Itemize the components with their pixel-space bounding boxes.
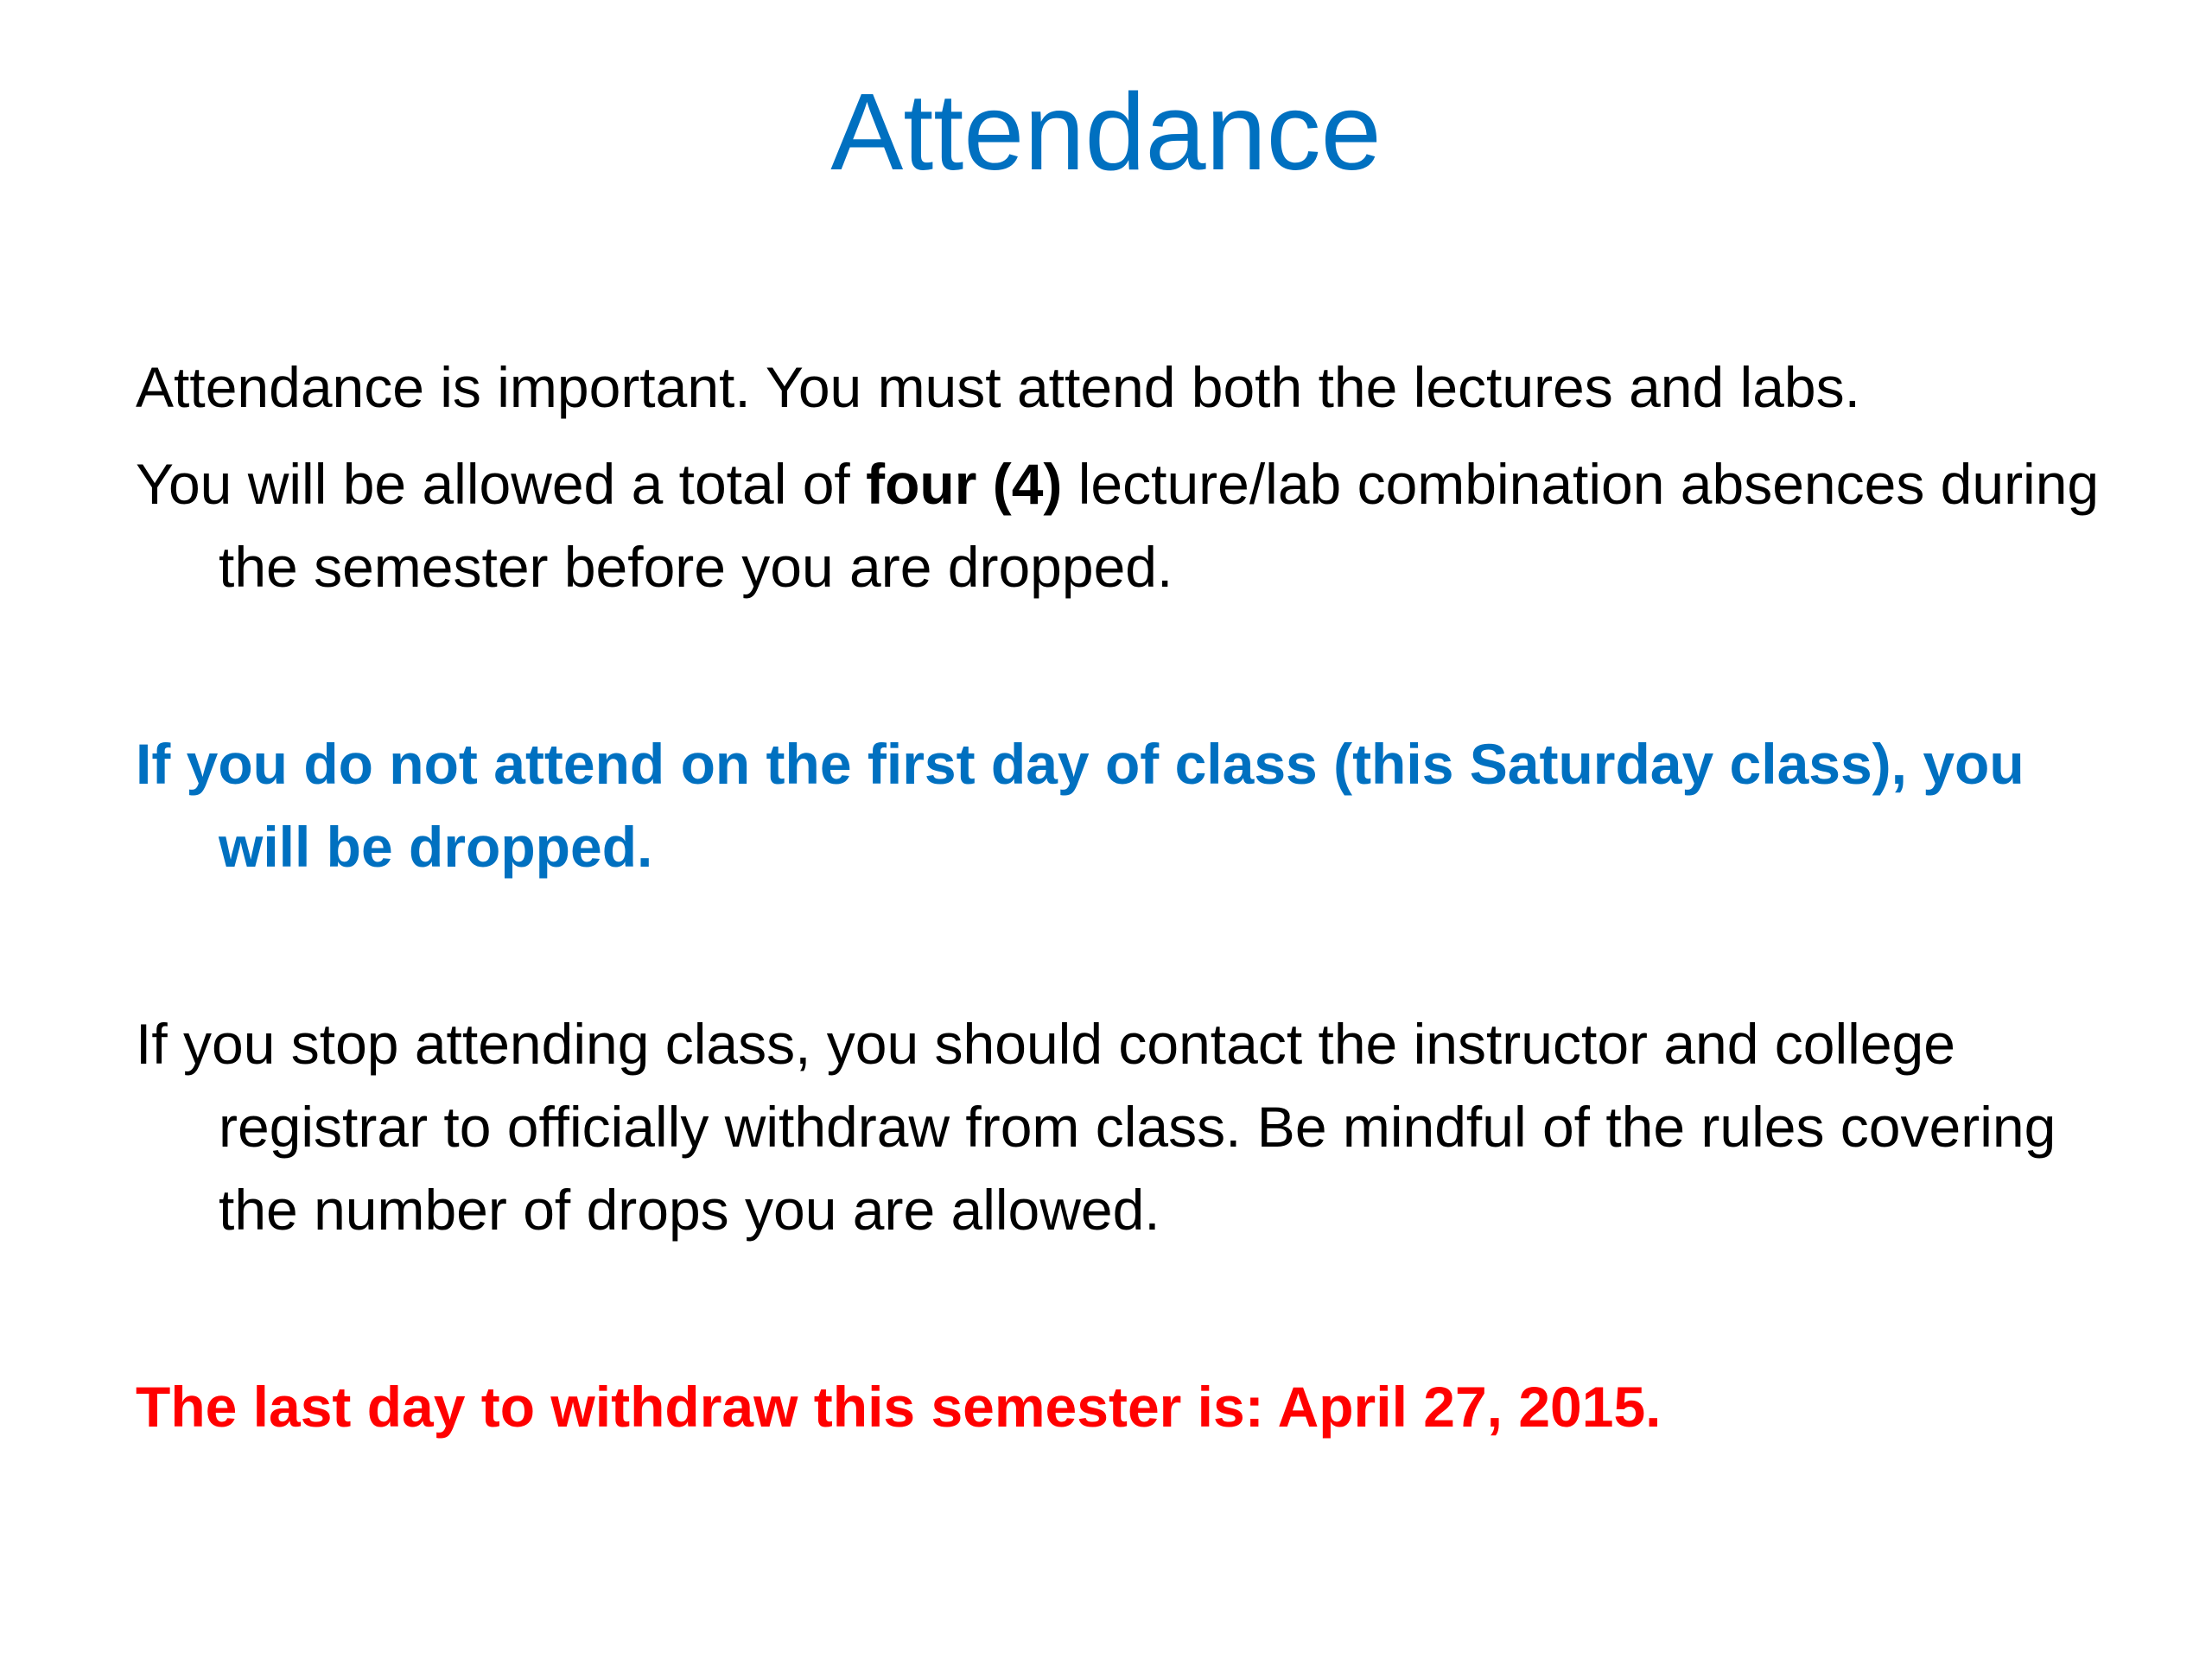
absence-limit-paragraph bbox=[136, 442, 2123, 608]
withdraw-instructions-paragraph: If you stop attending class, you should contact the instructor and college registrar to officially withdraw from class. Be mindful of the rules covering the number of drops you are allowed. bbox=[136, 1012, 2056, 1242]
slide-body bbox=[136, 346, 2123, 1448]
first-day-warning: If you do not attend on the first day of class (this Saturday class), you will be dropped. bbox=[136, 732, 2024, 879]
attendance-important-paragraph: Attendance is important. You must attend both the lectures and labs. bbox=[136, 355, 1860, 419]
absence-limit-text-after: lecture/lab combination absences during the semester before you are dropped. bbox=[219, 452, 2100, 599]
withdraw-deadline: The last day to withdraw this semester is: April 27, 2015. bbox=[136, 1375, 1662, 1439]
slide-title: Attendance bbox=[830, 71, 1382, 193]
absence-limit-count: four (4) bbox=[866, 452, 1063, 516]
absence-limit-text-before: You will be allowed a total of bbox=[136, 452, 867, 516]
